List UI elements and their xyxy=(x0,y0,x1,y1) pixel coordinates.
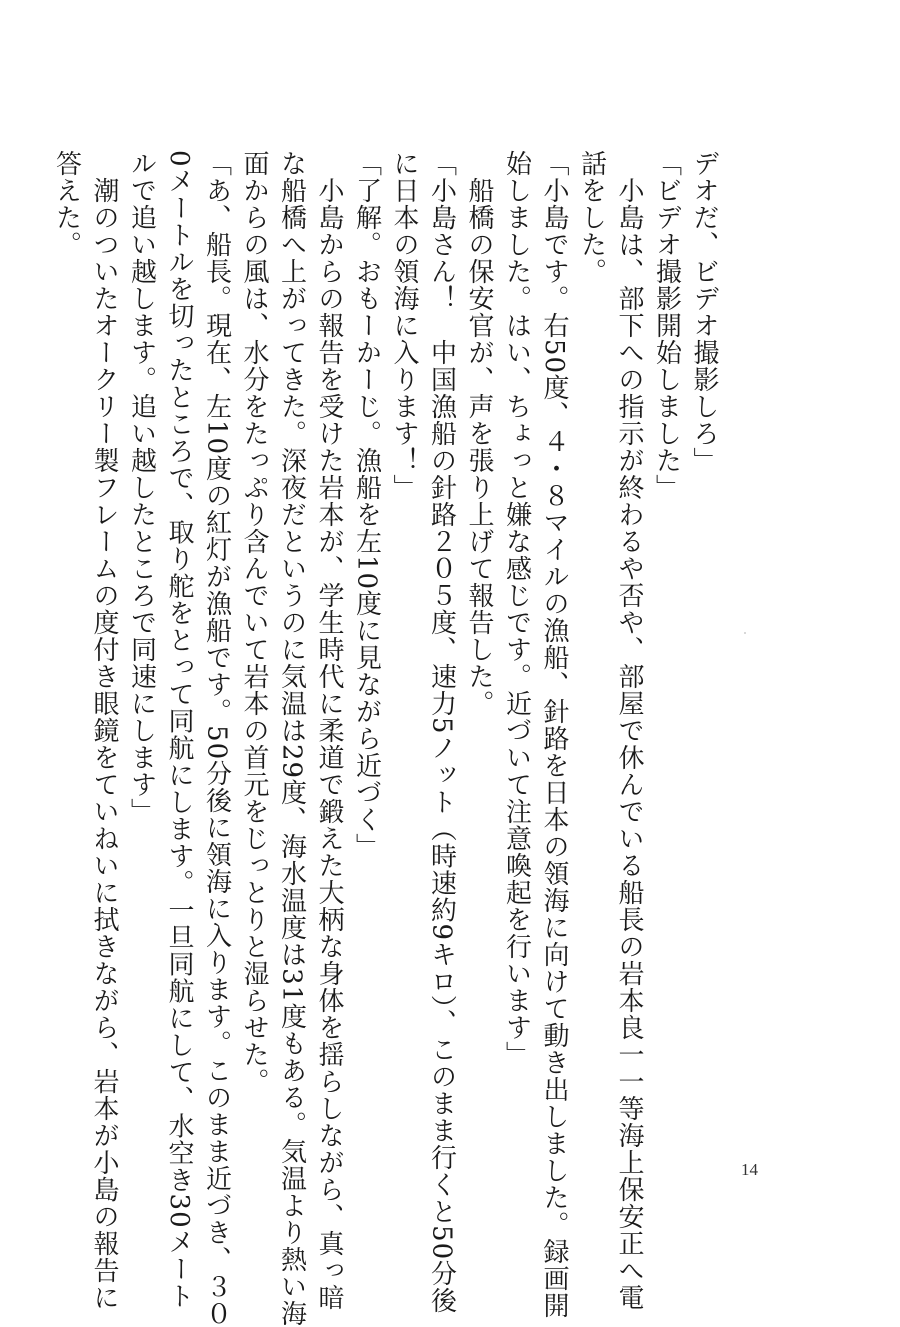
text-line: 0メートルを切ったところで、取り舵をとって同航にします。一旦同航にして、水空き30メート xyxy=(164,150,194,1310)
text-line: 小島からの報告を受けた岩本が、学生時代に柔道で鍛えた大柄な身体を揺らしながら、真っ暗 xyxy=(314,150,344,1311)
text-line: 「了解。おもーかーじ。漁船を左10度に見ながら近づく」 xyxy=(351,150,382,861)
text-line: 小島は、部下への指示が終わるや否や、部屋で休んでいる船長の岩本良一一等海上保安正へ電 xyxy=(614,150,644,1311)
stray-dot-mark xyxy=(744,632,746,634)
vertical-text-body xyxy=(51,150,722,1327)
text-line: 「あ、船長。現在、左10度の紅灯が漁船です。50分後に領海に入ります。このまま近づき、３０ xyxy=(201,150,232,1327)
text-line: ルで追い越します。追い越したところで同速にします」 xyxy=(126,150,157,825)
text-line: 「小島さん！ 中国漁船の針路２０５度、速力5ノット（時速約9キロ）、このまま行くと50分後 xyxy=(426,150,457,1315)
text-line: 「ビデオ撮影開始しました」 xyxy=(651,150,682,501)
text-line: 話をした。 xyxy=(576,150,607,285)
text-line: デオだ、ビデオ撮影しろ」 xyxy=(689,150,719,474)
text-line: に日本の領海に入ります！」 xyxy=(389,150,419,501)
text-line: 潮のついたオークリー製フレームの度付き眼鏡をていねいに拭きながら、岩本が小島の報告に xyxy=(89,150,119,1311)
text-line: 答えた。 xyxy=(51,150,82,258)
text-line: 始しました。はい、ちょっと嫌な感じです。近づいて注意喚起を行います」 xyxy=(501,150,532,1068)
text-line: 面からの風は、水分をたっぷり含んでいて岩本の首元をじっとりと湿らせた。 xyxy=(239,150,269,1095)
text-line: 「小島です。右50度、４・８マイルの漁船、針路を日本の領海に向けて動き出しました。録画開 xyxy=(539,150,569,1320)
text-line: 船橋の保安官が、声を張り上げて報告した。 xyxy=(464,150,494,717)
page-number: 14 xyxy=(741,1160,758,1179)
text-line: な船橋へ上がってきた。深夜だというのに気温は29度、海水温度は31度もある。気温より熱い海 xyxy=(276,150,307,1327)
